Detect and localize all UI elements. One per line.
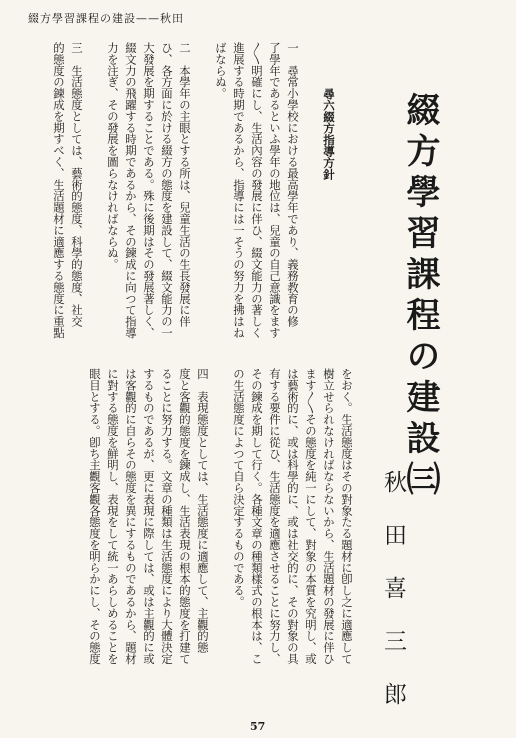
body-column: 了學年であるといふ學年の地位は、兒童の自己意識をます — [268, 42, 282, 339]
body-column: 大發展を期することである。殊に後期はその發展著しく、 — [142, 42, 156, 339]
body-column: 的態度の鍊成を期すべく、生活題材に適應する態度に重點 — [52, 42, 66, 339]
body-column: 三 生活態度としては、藝術的態度、科學的態度、社交 — [70, 42, 84, 327]
body-column: は藝術的に、或は科學的に、或は社交的に、その對象の具 — [286, 368, 300, 665]
body-column: の生活態度によつて自ら決定するものである。 — [232, 368, 246, 608]
body-column: は客觀的に自らその態度を異にするものであるから、題材 — [124, 368, 138, 665]
body-column: ばならぬ。 — [214, 42, 228, 99]
body-column: 〳〵明確にし、生活內容の發展に伴ひ、綴文能力の著しく — [250, 42, 264, 339]
body-column: 二 本學年の主眼とする所は、兒童生活の生長發展に伴 — [178, 42, 192, 327]
body-column: 度と客觀的態度を鍊成し、生活表現の根本的態度を打建て — [178, 368, 192, 665]
article-author: 秋田喜三郎 — [380, 470, 406, 735]
body-column: 一 尋常小學校における最高學年であり、義務教育の修 — [286, 42, 300, 327]
body-column: するものであるが、更に表現に際しては、或は主觀的に或 — [142, 368, 156, 665]
page-number: 57 — [250, 720, 266, 733]
body-column: その鍊成を期して行く。各種文章の種類樣式の根本は、こ — [250, 368, 264, 665]
body-column: 力を注ぎ、その發展を圖らなければならぬ。 — [106, 42, 120, 270]
body-column: ます〳〵その態度を純一にして、對象の本質を究明し、或 — [304, 368, 318, 665]
body-column: 進展する時期であるから、指導には一そうの努力を拂はね — [232, 42, 246, 339]
body-column: 綴文力の飛躍する時期であるから、その鍊成に向つて指導 — [124, 42, 138, 339]
article-title: 綴方學習課程の建設㈢ — [400, 92, 440, 502]
section-heading: 尋六綴方指導方針 — [322, 88, 336, 180]
body-column: 眼目とする。卽ち主觀客觀各態度を明らかにし、その態度 — [88, 368, 102, 665]
body-column: をおく。生活態度はその對象たる題材に卽し之に適應して — [340, 368, 354, 665]
body-column: ひ、各方面に於ける綴方の態度を建設して、綴文能力の一 — [160, 42, 174, 339]
body-column: 樹立せられなければならないから、生活題材の發展に伴ひ — [322, 368, 336, 665]
body-column: ることに努力する。文章の種類は生活態度により大體決定 — [160, 368, 174, 665]
body-column: 四 表現態度としては、生活態度に適應して、主觀的態 — [196, 368, 210, 653]
running-header: 綴方學習課程の建設——秋田 — [28, 12, 184, 25]
body-column: 有する要件に從ひ、生活態度を適應させることに努力し、 — [268, 368, 282, 665]
body-column: に對する態度を鮮明し、表現をして統一あらしめることを — [106, 368, 120, 665]
